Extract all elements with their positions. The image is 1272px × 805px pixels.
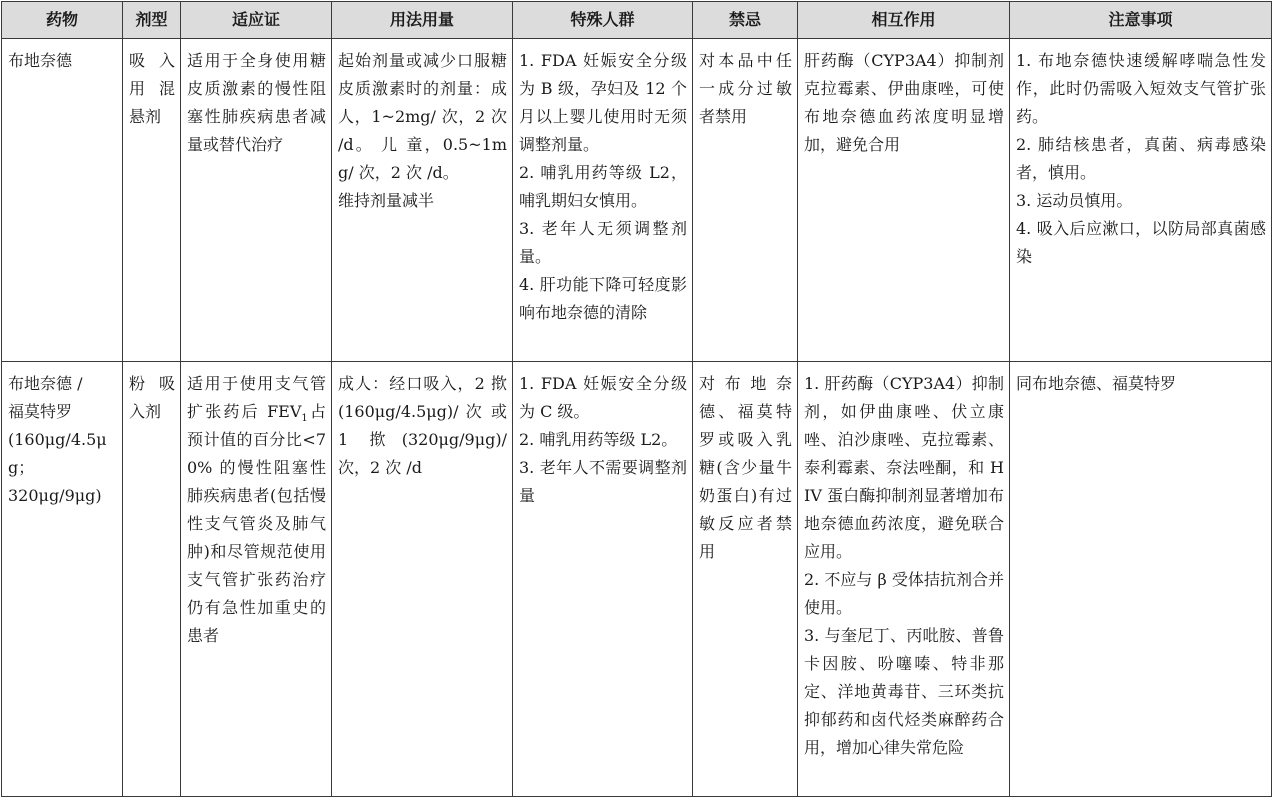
cell-special-population xyxy=(513,39,693,362)
drug-strength-line: 320μg/9μg) xyxy=(8,486,102,505)
interaction-item: 1. 肝药酶（CYP3A4）抑制剂，如伊曲康唑、伏立康唑、泊沙康唑、克拉霉素、泰利霉素、奈法唑酮，和 HIV 蛋白酶抑制剂显著增加布地奈德血药浓度，避免联合应用。 xyxy=(804,374,1004,561)
cell-precautions xyxy=(1010,362,1272,797)
indication-text: 占预计值的百分比<70% 的慢性阻塞性肺疾病患者(包括慢性支气管炎及肺气肿)和尽管规范使用支气管扩张药治疗仍有急性加重史的患者 xyxy=(187,402,326,645)
header-usage: 用法用量 xyxy=(332,2,513,39)
precaution-item: 1. 布地奈德快速缓解哮喘急性发作，此时仍需吸入短效支气管扩张药。 xyxy=(1016,51,1266,126)
cell-drug: 布地奈德 xyxy=(2,39,123,362)
precaution-item: 同布地奈德、福莫特罗 xyxy=(1016,374,1177,393)
drug-name-line: 福莫特罗 xyxy=(8,402,73,421)
special-population-item: 2. 哺乳用药等级 L2，哺乳期妇女慎用。 xyxy=(519,163,687,210)
cell-indication xyxy=(181,362,332,797)
cell-contraindication: 对本品中任一成分过敏者禁用 xyxy=(693,39,798,362)
precaution-item: 4. 吸入后应漱口，以防局部真菌感染 xyxy=(1016,219,1266,266)
cell-indication: 适用于全身使用糖皮质激素的慢性阻塞性肺疾病患者减量或替代治疗 xyxy=(181,39,332,362)
usage-line: 起始剂量或减少口服糖皮质激素时的剂量：成人，1~2mg/ 次，2 次 /d。 儿 童，0.5~1mg/ 次，2 次 /d。 xyxy=(338,51,507,182)
cell-contraindication: 对布地奈德、福莫特罗或吸入乳糖(含少量牛奶蛋白)有过敏反应者禁用 xyxy=(693,362,798,797)
cell-precautions xyxy=(1010,39,1272,362)
precaution-item: 3. 运动员慎用。 xyxy=(1016,191,1133,210)
drug-info-table xyxy=(1,1,1272,797)
cell-usage xyxy=(332,362,513,797)
cell-dosage-form: 粉吸入剂 xyxy=(123,362,181,797)
usage-line: 成人：经口吸入，2 揿(160μg/4.5μg)/ 次 或 1 揿(320μg/9μg)/ 次，2 次 /d xyxy=(338,374,507,477)
interaction-item: 2. 不应与 β 受体拮抗剂合并使用。 xyxy=(804,570,1004,617)
cell-interactions xyxy=(798,39,1010,362)
special-population-item: 4. 肝功能下降可轻度影响布地奈德的清除 xyxy=(519,275,687,322)
drug-strength-line: (160μg/4.5μg； xyxy=(8,430,107,477)
cell-drug xyxy=(2,362,123,797)
precaution-item: 2. 肺结核患者，真菌、病毒感染者，慎用。 xyxy=(1016,135,1266,182)
cell-dosage-form: 吸入用混悬剂 xyxy=(123,39,181,362)
header-drug: 药物 xyxy=(2,2,123,39)
cell-special-population xyxy=(513,362,693,797)
special-population-item: 3. 老年人不需要调整剂量 xyxy=(519,458,687,505)
fev-subscript: 1 xyxy=(301,413,308,425)
header-contraindication: 禁忌 xyxy=(693,2,798,39)
header-interactions: 相互作用 xyxy=(798,2,1010,39)
special-population-item: 1. FDA 妊娠安全分级为 B 级，孕妇及 12 个月以上婴儿使用时无须调整剂量。 xyxy=(519,51,687,154)
cell-interactions xyxy=(798,362,1010,797)
table-header-row xyxy=(2,2,1272,39)
cell-usage xyxy=(332,39,513,362)
table-row xyxy=(2,39,1272,362)
special-population-item: 3. 老年人无须调整剂量。 xyxy=(519,219,687,266)
header-dosage-form: 剂型 xyxy=(123,2,181,39)
usage-line: 维持剂量减半 xyxy=(338,191,435,210)
interaction-item: 3. 与奎尼丁、丙吡胺、普鲁卡因胺、吩噻嗪、特非那定、洋地黄毒苷、三环类抗抑郁药和卤代烃类麻醉药合用，增加心律失常危险 xyxy=(804,626,1004,757)
interaction-item: 肝药酶（CYP3A4）抑制剂克拉霉素、伊曲康唑，可使布地奈德血药浓度明显增加，避免合用 xyxy=(804,51,1004,154)
indication-text: 适用于使用支气管扩张药后 FEV xyxy=(187,374,326,421)
table-row xyxy=(2,362,1272,797)
drug-name-line: 布地奈德 / xyxy=(8,374,83,393)
header-indication: 适应证 xyxy=(181,2,332,39)
special-population-item: 2. 哺乳用药等级 L2。 xyxy=(519,430,678,449)
header-precautions: 注意事项 xyxy=(1010,2,1272,39)
special-population-item: 1. FDA 妊娠安全分级为 C 级。 xyxy=(519,374,687,421)
header-special-population: 特殊人群 xyxy=(513,2,693,39)
